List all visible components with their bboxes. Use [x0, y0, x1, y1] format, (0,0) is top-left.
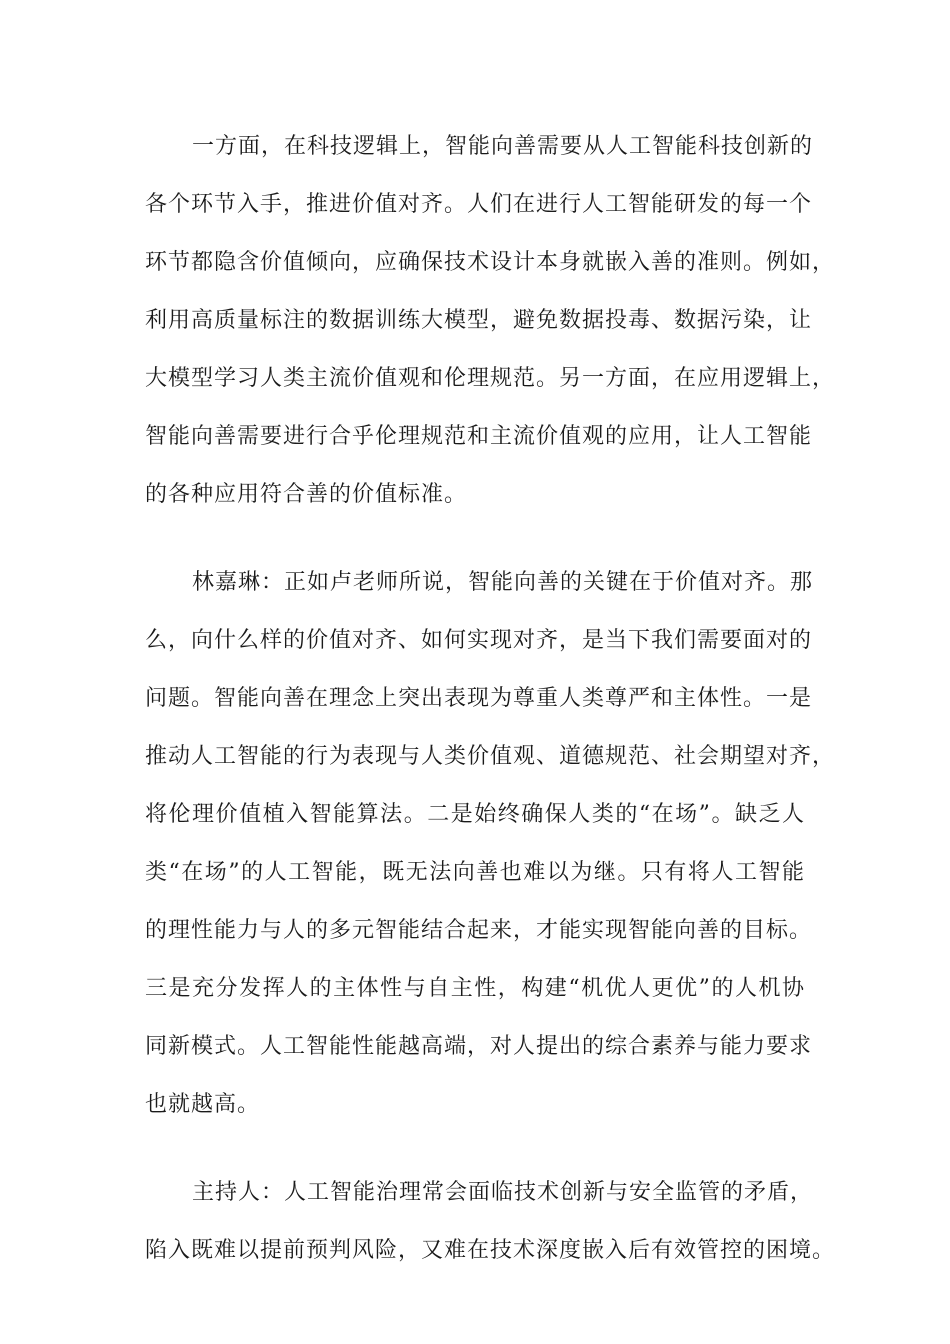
- text-line: 智能向善需要进行合乎伦理规范和主流价值观的应用，让人工智能: [145, 424, 813, 449]
- text-line: 也就越高。: [145, 1092, 261, 1117]
- text-line: 大模型学习人类主流价值观和伦理规范。另一方面，在应用逻辑上，: [145, 366, 836, 391]
- paragraph-3: [145, 1164, 836, 1280]
- text-line: 利用高质量标注的数据训练大模型，避免数据投毒、数据污染，让: [145, 308, 813, 333]
- text-line: 三是充分发挥人的主体性与自主性，构建“机优人更优”的人机协: [145, 976, 805, 1001]
- text-line: 问题。智能向善在理念上突出表现为尊重人类尊严和主体性。一是: [145, 686, 813, 711]
- paragraph-gap: [145, 1134, 805, 1164]
- text-line: 的理性能力与人的多元智能结合起来，才能实现智能向善的目标。: [145, 918, 813, 943]
- paragraph-1: [145, 118, 836, 524]
- text-line: 环节都隐含价值倾向，应确保技术设计本身就嵌入善的准则。例如，: [145, 250, 836, 275]
- paragraph-gap: [145, 524, 805, 554]
- paragraph-2: [145, 554, 836, 1134]
- text-line: 么，向什么样的价值对齐、如何实现对齐，是当下我们需要面对的: [145, 628, 813, 653]
- text-line: 陷入既难以提前预判风险，又难在技术深度嵌入后有效管控的困境。: [145, 1238, 836, 1263]
- text-line: 将伦理价值植入智能算法。二是始终确保人类的“在场”。缺乏人: [145, 802, 805, 827]
- text-line: 推动人工智能的行为表现与人类价值观、道德规范、社会期望对齐，: [145, 744, 836, 769]
- text-line: 同新模式。人工智能性能越高端，对人提出的综合素养与能力要求: [145, 1034, 813, 1059]
- text-line: 主持人：人工智能治理常会面临技术创新与安全监管的矛盾，: [192, 1180, 814, 1205]
- text-line: 一方面，在科技逻辑上，智能向善需要从人工智能科技创新的: [192, 134, 814, 159]
- text-line: 各个环节入手，推进价值对齐。人们在进行人工智能研发的每一个: [145, 192, 813, 217]
- text-line: 类“在场”的人工智能，既无法向善也难以为继。只有将人工智能: [145, 860, 805, 885]
- article-body: [145, 118, 836, 1280]
- text-line: 的各种应用符合善的价值标准。: [145, 482, 468, 507]
- text-line: 林嘉琳：正如卢老师所说，智能向善的关键在于价值对齐。那: [192, 570, 814, 595]
